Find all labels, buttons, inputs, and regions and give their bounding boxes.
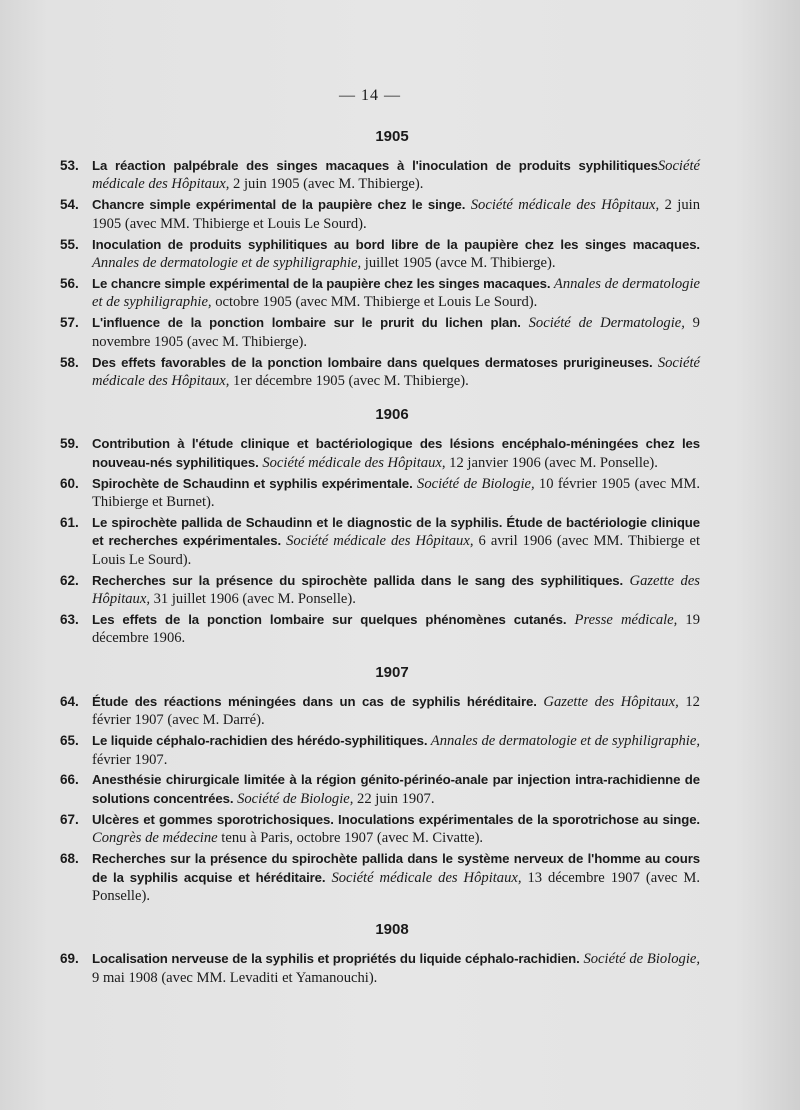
- entry-number: 64.: [60, 693, 79, 709]
- entry-number: 60.: [60, 475, 79, 491]
- bibliography-entry: [60, 611, 700, 648]
- bibliography-entry: [60, 475, 700, 512]
- entry-detail: juillet 1905 (avce M. Thibierge).: [361, 255, 556, 272]
- entry-detail: 2 juin 1905 (avec M. Thibierge).: [229, 176, 424, 193]
- entry-number: 69.: [60, 951, 79, 967]
- entry-number: 62.: [60, 572, 79, 588]
- entry-source: Société de Biologie,: [233, 790, 354, 807]
- entry-text: [92, 314, 700, 351]
- entry-text: [92, 514, 700, 569]
- entry-title: Le chancre simple expérimental de la paupière chez les singes macaques.: [92, 275, 551, 291]
- entry-source: Société médicale des Hôpitaux,: [258, 454, 446, 471]
- entry-detail: 2 juin 1905 (avec MM. Thibierge et Louis Le Sourd).: [92, 197, 700, 232]
- bibliography-entry: [60, 950, 700, 987]
- entry-text: [92, 475, 700, 512]
- entry-title: Le liquide céphalo-rachidien des hérédo-syphilitiques.: [92, 733, 428, 749]
- entry-number: 53.: [60, 158, 79, 173]
- entry-text: [92, 850, 700, 905]
- entry-number: 59.: [60, 436, 79, 452]
- year-heading: 1906: [375, 406, 409, 424]
- entry-number: 65.: [60, 733, 79, 749]
- entry-detail: 12 janvier 1906 (avec M. Ponselle).: [445, 454, 658, 471]
- entry-detail: 13 décembre 1907 (avec M. Ponselle).: [92, 869, 701, 904]
- entry-number: 57.: [60, 315, 79, 331]
- bibliography-entry: [60, 275, 700, 312]
- entry-detail: 10 février 1905 (avec MM. Thibierge et Burnet).: [92, 475, 700, 511]
- entry-source: Gazette des Hôpitaux,: [536, 693, 679, 710]
- year-heading: 1907: [375, 663, 409, 681]
- bibliography-entry: [60, 196, 700, 233]
- bibliography-entry: [60, 514, 700, 569]
- year-section: [60, 128, 700, 390]
- entry-text: [92, 275, 700, 312]
- entry-title: Inoculation de produits syphilitiques au bord libre de la paupière chez les singes macaques.: [92, 236, 700, 252]
- entry-title: Spirochète de Schaudinn et syphilis expérimentale.: [92, 475, 413, 491]
- entry-text: [92, 196, 700, 233]
- entry-title: Étude des réactions méningées dans un cas de syphilis héréditaire.: [92, 693, 537, 709]
- entry-detail: 1er décembre 1905 (avec M. Thibierge).: [229, 372, 469, 389]
- entry-detail: 12 février 1907 (avec M. Darré).: [92, 693, 700, 729]
- entry-number: 56.: [60, 275, 79, 291]
- entry-number: 67.: [60, 811, 79, 827]
- entry-title: Recherches sur la présence du spirochète pallida dans le sang des syphilitiques.: [92, 572, 624, 588]
- entry-source: Société médicale des Hôpitaux,: [325, 869, 522, 886]
- entry-text: [92, 157, 700, 194]
- entry-title: Localisation nerveuse de la syphilis et propriétés du liquide céphalo-rachidien.: [92, 951, 580, 967]
- bibliography-entry: [60, 354, 700, 391]
- entry-title: L'influence de la ponction lombaire sur le prurit du lichen plan.: [92, 315, 521, 331]
- entry-source: Gazette des Hôpitaux,: [92, 572, 700, 608]
- entry-text: [92, 236, 700, 273]
- entry-title: Ulcères et gommes sporotrichosiques. Inoculations expérimentales de la sporotrichose au singe.: [92, 811, 700, 827]
- year-heading: 1908: [375, 921, 409, 939]
- entry-source: Annales de dermatologie et de syphiligraphie,: [427, 733, 700, 750]
- bibliography-entry: [60, 157, 700, 194]
- entry-detail: 9 mai 1908 (avec MM. Levaditi et Yamanouchi).: [92, 969, 378, 986]
- entry-title: Anesthésie chirurgicale limitée à la région génito-périnéo-anale par injection intra-rachidienne de solutions concentrées.: [92, 772, 700, 806]
- entry-text: [92, 572, 700, 609]
- bibliography-entry: [60, 732, 700, 769]
- entry-text: [92, 354, 700, 391]
- year-section: [60, 406, 700, 647]
- year-heading: 1905: [375, 128, 409, 145]
- entry-text: [92, 771, 700, 808]
- bibliography-entry: [60, 236, 700, 273]
- bibliography-entry: [60, 314, 700, 351]
- entry-detail: 31 juillet 1906 (avec M. Ponselle).: [149, 591, 356, 608]
- entry-source: Société médicale des Hôpitaux,: [92, 158, 700, 193]
- entry-source: Congrès de médecine: [92, 830, 218, 847]
- entry-number: 55.: [60, 236, 79, 252]
- entry-detail: octobre 1905 (avec MM. Thibierge et Louis Le Sourd).: [211, 294, 538, 311]
- bibliography-list: [60, 128, 700, 1003]
- entry-number: 63.: [60, 612, 79, 628]
- entry-title: Le spirochète pallida de Schaudinn et le diagnostic de la syphilis. Étude de bactériologie clinique et recherches expérimentales.: [92, 515, 700, 549]
- entry-number: 54.: [60, 197, 79, 213]
- entry-number: 58.: [60, 354, 79, 370]
- entry-source: Société de Biologie,: [412, 475, 535, 492]
- entry-source: Société médicale des Hôpitaux,: [281, 533, 474, 550]
- entry-detail: février 1907.: [92, 751, 168, 768]
- page-number: — 14 —: [339, 87, 401, 104]
- entry-source: Société médicale des Hôpitaux,: [92, 354, 700, 389]
- entry-title: Contribution à l'étude clinique et bactériologique des lésions encéphalo-méningées chez les nouveau-nés syphilitiques.: [92, 436, 700, 470]
- entry-text: [92, 950, 700, 987]
- entry-detail: tenu à Paris, octobre 1907 (avec M. Civatte).: [217, 830, 484, 847]
- entry-number: 61.: [60, 515, 79, 530]
- bibliography-entry: [60, 693, 700, 730]
- entry-text: [92, 435, 700, 472]
- year-section: [60, 664, 700, 905]
- entry-source: Annales de dermatologie et de syphiligraphie,: [92, 275, 700, 311]
- bibliography-entry: [60, 435, 700, 472]
- entry-detail: 19 décembre 1906.: [92, 612, 700, 647]
- entry-title: Chancre simple expérimental de la paupière chez le singe.: [92, 197, 466, 213]
- entry-text: [92, 811, 700, 848]
- year-section: [60, 921, 700, 987]
- bibliography-entry: [60, 572, 700, 609]
- entry-detail: 22 juin 1907.: [353, 790, 435, 807]
- entry-title: Des effets favorables de la ponction lombaire dans quelques dermatoses prurigineuses.: [92, 354, 653, 370]
- entry-number: 68.: [60, 851, 79, 867]
- bibliography-entry: [60, 850, 700, 905]
- bibliography-entry: [60, 811, 700, 848]
- entry-source: Société médicale des Hôpitaux,: [465, 197, 660, 214]
- entry-source: Annales de dermatologie et de syphiligraphie,: [92, 255, 362, 272]
- entry-title: La réaction palpébrale des singes macaques à l'inoculation de produits syphilitiques: [92, 158, 658, 173]
- entry-title: Les effets de la ponction lombaire sur quelques phénomènes cutanés.: [92, 612, 567, 628]
- entry-detail: 9 novembre 1905 (avec M. Thibierge).: [92, 315, 700, 350]
- entry-detail: 6 avril 1906 (avec MM. Thibierge et Louis Le Sourd).: [92, 533, 700, 568]
- entry-text: [92, 732, 700, 769]
- entry-number: 66.: [60, 772, 79, 788]
- entry-title: Recherches sur la présence du spirochète pallida dans le système nerveux de l'homme au cours de la syphilis acquise et héréditaire.: [92, 851, 700, 885]
- entry-text: [92, 611, 700, 648]
- bibliography-entry: [60, 771, 700, 808]
- entry-source: Société de Dermatologie,: [520, 315, 685, 332]
- entry-source: Presse médicale,: [566, 612, 678, 629]
- entry-text: [92, 693, 700, 730]
- entry-source: Société de Biologie,: [579, 951, 700, 968]
